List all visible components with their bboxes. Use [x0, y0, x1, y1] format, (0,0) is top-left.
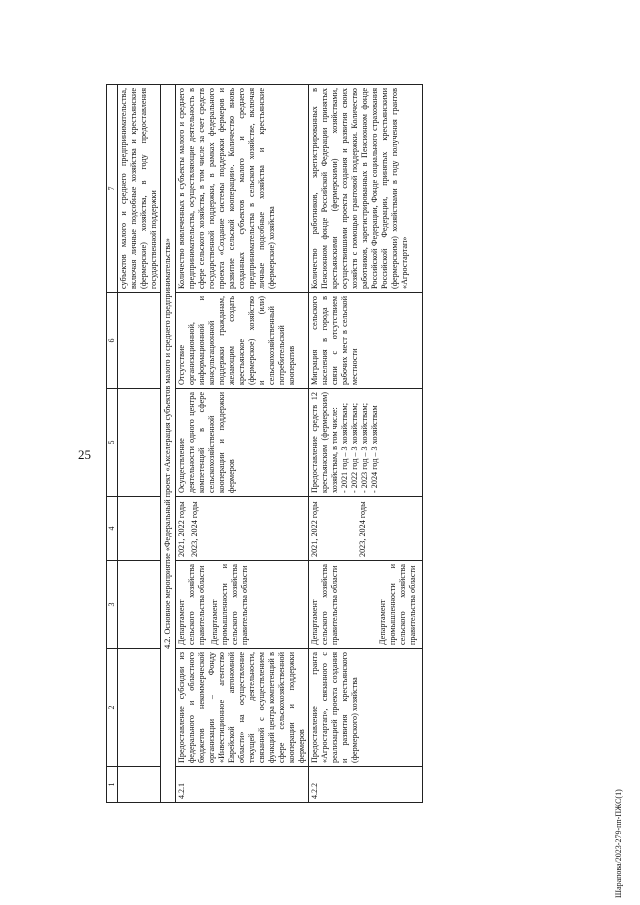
- row-number: 4.2.1: [175, 767, 308, 803]
- executor: Департамент промышленности и сельского хозяйства правительства области: [377, 564, 417, 645]
- measure-name: Предоставление гранта «Агростартап», связанного с реализацией проекта создания и развития крестьянского (фермерского) хозяйства: [308, 649, 422, 767]
- section-row: [160, 85, 175, 803]
- result-line: - 2022 год – 3 хозяйствам;: [349, 402, 359, 493]
- table-row: [308, 85, 422, 803]
- col-number: 1: [107, 767, 118, 803]
- col-number: 4: [107, 497, 118, 561]
- executor: Департамент промышленности и сельского хозяйства правительства области: [209, 564, 249, 645]
- executor: Департамент сельского хозяйства правительства области: [176, 564, 206, 645]
- expected-result: Осуществление деятельности одного центра компетенций в сфере сельскохозяйственной кооперации и поддержки фермеров: [175, 389, 308, 497]
- terms-cell: [308, 497, 422, 561]
- indicator-text: Количество вовлеченных в субъекты малого и среднего предпринимательства, осуществляющие деятельность в сфере сельского хозяйства, в том числе за счет средств государственной поддержки, в рамках федерального проекта «Создание системы поддержки фермеров и развитие сельской кооперации». Количество вновь созданных субъектов малого и среднего предпринимательства в сельском хозяйстве, включая личные подсобные хозяйства и крестьянские (фермерские) хозяйства: [175, 85, 308, 293]
- risk-text: Отсутствие организационной, информационной и консультационной поддержки гражданам, желающим создать крестьянское (фермерское) хозяйство и (или) сельскохозяйственный потребительский кооператив: [175, 293, 308, 389]
- executors-cell: [175, 561, 308, 649]
- indicator-text: Количество работников, зарегистрированных в Пенсионном фонде Российской Федерации принятых крестьянскими (фермерскими) хозяйствами, осуществившими проекты создания и развития своих хозяйств с помощью грантовой поддержки. Количество работников, зарегистрированных в Пенсионном фонде Российской Федерации, Фонде социального страхования Российской Федерации, принятых крестьянскими (фермерскими) хозяйствами в году получения грантов «Агростартап»: [308, 85, 422, 293]
- row-number: 4.2.2: [308, 767, 422, 803]
- terms-cell: [175, 497, 308, 561]
- col-number: 7: [107, 85, 118, 293]
- column-numbers-row: [107, 85, 118, 803]
- result-line: - 2023 год – 3 хозяйствам;: [359, 402, 369, 493]
- rotated-table-container: [106, 85, 560, 803]
- executor: Департамент сельского хозяйства правительства области: [309, 564, 339, 645]
- result-line: - 2024 год – 3 хозяйствам: [369, 405, 379, 493]
- term: 2023, 2024 годы: [189, 501, 199, 557]
- executors-cell: [308, 561, 422, 649]
- program-table: [106, 84, 423, 803]
- risk-text: Миграция сельского населения в города в связи с отсутствием рабочих мест в сельской местности: [308, 293, 422, 389]
- term: 2021, 2022 годы: [309, 501, 319, 557]
- col-number: 3: [107, 561, 118, 649]
- previous-indicator-tail: субъектов малого и среднего предпринимательства, включая личные подсобные хозяйства и крестьянские (фермерские) хозяйства, в году предоставления государственной поддержки: [117, 85, 160, 293]
- expected-result: [308, 389, 422, 497]
- term: 2023, 2024 годы: [357, 501, 367, 557]
- col-number: 2: [107, 649, 118, 767]
- term: 2021, 2022 годы: [176, 501, 186, 557]
- document-code: Шарапова/2023-279-пп-ПЖС(1): [614, 789, 623, 898]
- result-line: - 2021 год – 3 хозяйствам;: [339, 402, 349, 493]
- measure-name: Предоставление субсидии из федерального и областного бюджетов некоммерческой организации – Фонду «Инвестиционное агентство Еврейской автономной области» на осуществление текущей деятельности, связанной с осуществлением функций центра компетенций в сфере сельскохозяйственной кооперации и поддержки фермеров: [175, 649, 308, 767]
- section-title: 4.2. Основное мероприятие «Федеральный проект «Акселерация субъектов малого и среднего предпринимательства»: [160, 85, 175, 803]
- continuation-row: [117, 85, 160, 803]
- table-row: [175, 85, 308, 803]
- page-number: 25: [78, 447, 91, 462]
- col-number: 5: [107, 389, 118, 497]
- col-number: 6: [107, 293, 118, 389]
- result-line: Предоставление средств 12 крестьянским (фермерским) хозяйствам, в том числе:: [309, 392, 339, 493]
